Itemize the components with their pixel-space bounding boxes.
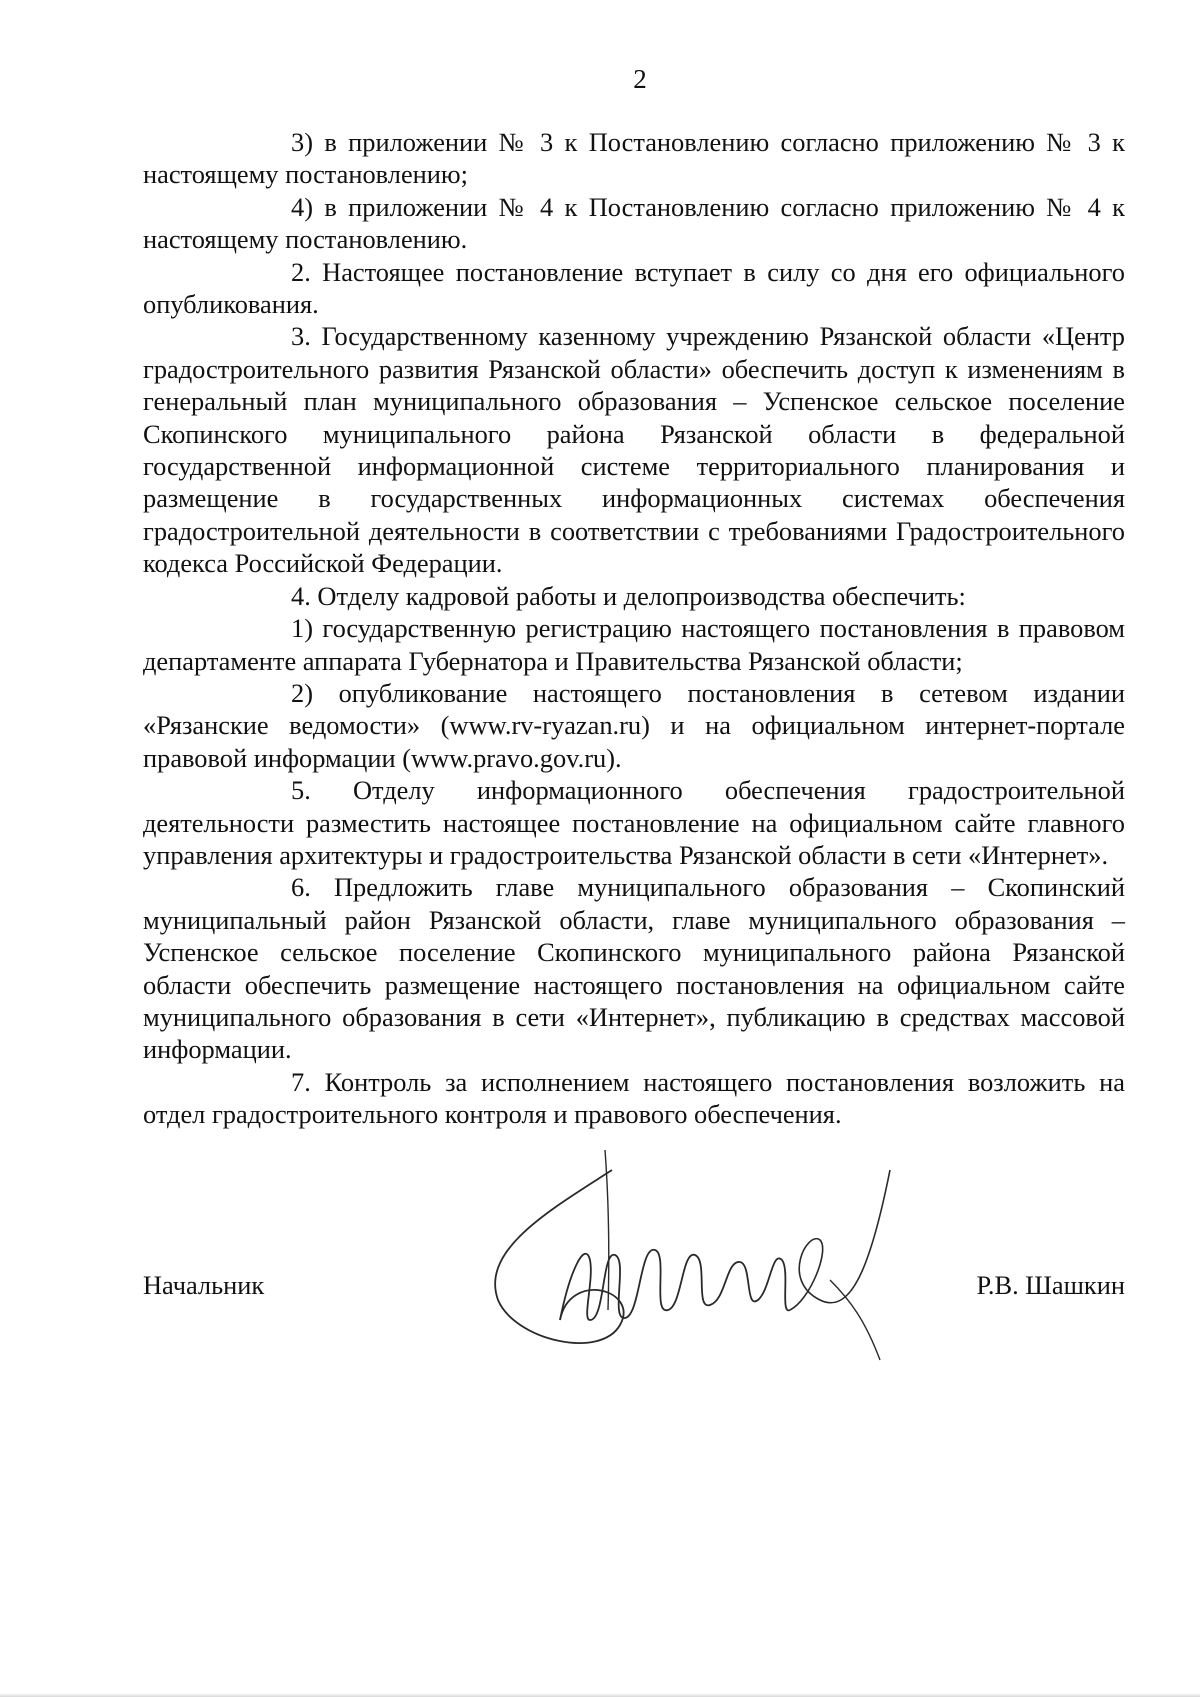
paragraph-number: 1) — [291, 613, 313, 644]
paragraph-text: государственную регистрацию настоящего постановления в правовом департаменте аппарата Губернатора и Правительства Рязанской области; — [143, 613, 1125, 676]
paragraph-6 — [143, 871, 1125, 1065]
paragraph-number: 6. — [291, 872, 311, 903]
paragraph-text: Государственному казенному учреждению Рязанской области «Центр градостроительного развития Рязанской области» обеспечить доступ к изменениям в генеральный план муниципального образования – Успенское сельское поселение Скопинского муниципального района Рязанской области в федеральной государственной информационной системе территориального планирования и размещение в государственных информационных системах обеспечения градостроительной деятельности в соответствии с требованиями Градостроительного кодекса Российской Федерации. — [143, 321, 1125, 579]
paragraph-number: 5. — [291, 775, 311, 806]
paragraph-text: опубликование настоящего постановления в сетевом издании «Рязанские ведомости» (www.rv-ryazan.ru) и на официальном интернет-портале правовой информации (www.pravo.gov.ru). — [143, 677, 1125, 773]
paragraph-text: в приложении № 4 к Постановлению согласно приложению № 4 к настоящему постановлению. — [143, 191, 1125, 255]
paragraph-number: 4. — [291, 580, 311, 611]
handwritten-signature — [490, 1150, 940, 1370]
paragraph-text: Контроль за исполнением настоящего постановления возложить на отдел градостроительного контроля и правового обеспечения. — [143, 1066, 1125, 1130]
paragraph-2 — [143, 256, 1125, 321]
paragraph-number: 2. — [291, 256, 311, 287]
paragraph-4 — [143, 580, 1125, 612]
page-number: 2 — [633, 64, 647, 94]
paragraph-5 — [143, 774, 1125, 871]
paragraph-text: в приложении № 3 к Постановлению согласно приложению № 3 к настоящему постановлению; — [143, 127, 1125, 190]
scan-edge — [0, 1693, 1200, 1697]
paragraph-4-item-1 — [143, 612, 1125, 677]
paragraph-7 — [143, 1066, 1125, 1131]
paragraph-item-4 — [143, 191, 1125, 256]
paragraph-text: Отделу кадровой работы и делопроизводства обеспечить: — [317, 580, 966, 611]
paragraph-item-3 — [143, 126, 1125, 191]
document-body — [143, 126, 1125, 1131]
paragraph-number: 4) — [291, 191, 313, 222]
signature-block — [143, 1270, 1125, 1318]
paragraph-number: 7. — [291, 1066, 311, 1097]
paragraph-text: Предложить главе муниципального образования – Скопинский муниципальный район Рязанской области, главе муниципального образования – Успенское сельское поселение Скопинского муниципального района Рязанской области обеспечить размещение настоящего постановления на официальном сайте муниципального образования в сети «Интернет», публикацию в средствах массовой информации. — [143, 872, 1125, 1065]
signatory-title: Начальник — [143, 1270, 265, 1300]
paragraph-text: Отделу информационного обеспечения градостроительной деятельности разместить настоящее постановление на официальном сайте главного управления архитектуры и градостроительства Рязанской области в сети «Интернет». — [143, 775, 1125, 870]
paragraph-text: Настоящее постановление вступает в силу со дня его официального опубликования. — [143, 256, 1125, 320]
paragraph-number: 2) — [291, 677, 313, 708]
paragraph-number: 3) — [291, 127, 313, 157]
signatory-name: Р.В. Шашкин — [976, 1270, 1125, 1300]
paragraph-number: 3. — [291, 321, 311, 352]
paragraph-3 — [143, 320, 1125, 579]
paragraph-4-item-2 — [143, 677, 1125, 774]
